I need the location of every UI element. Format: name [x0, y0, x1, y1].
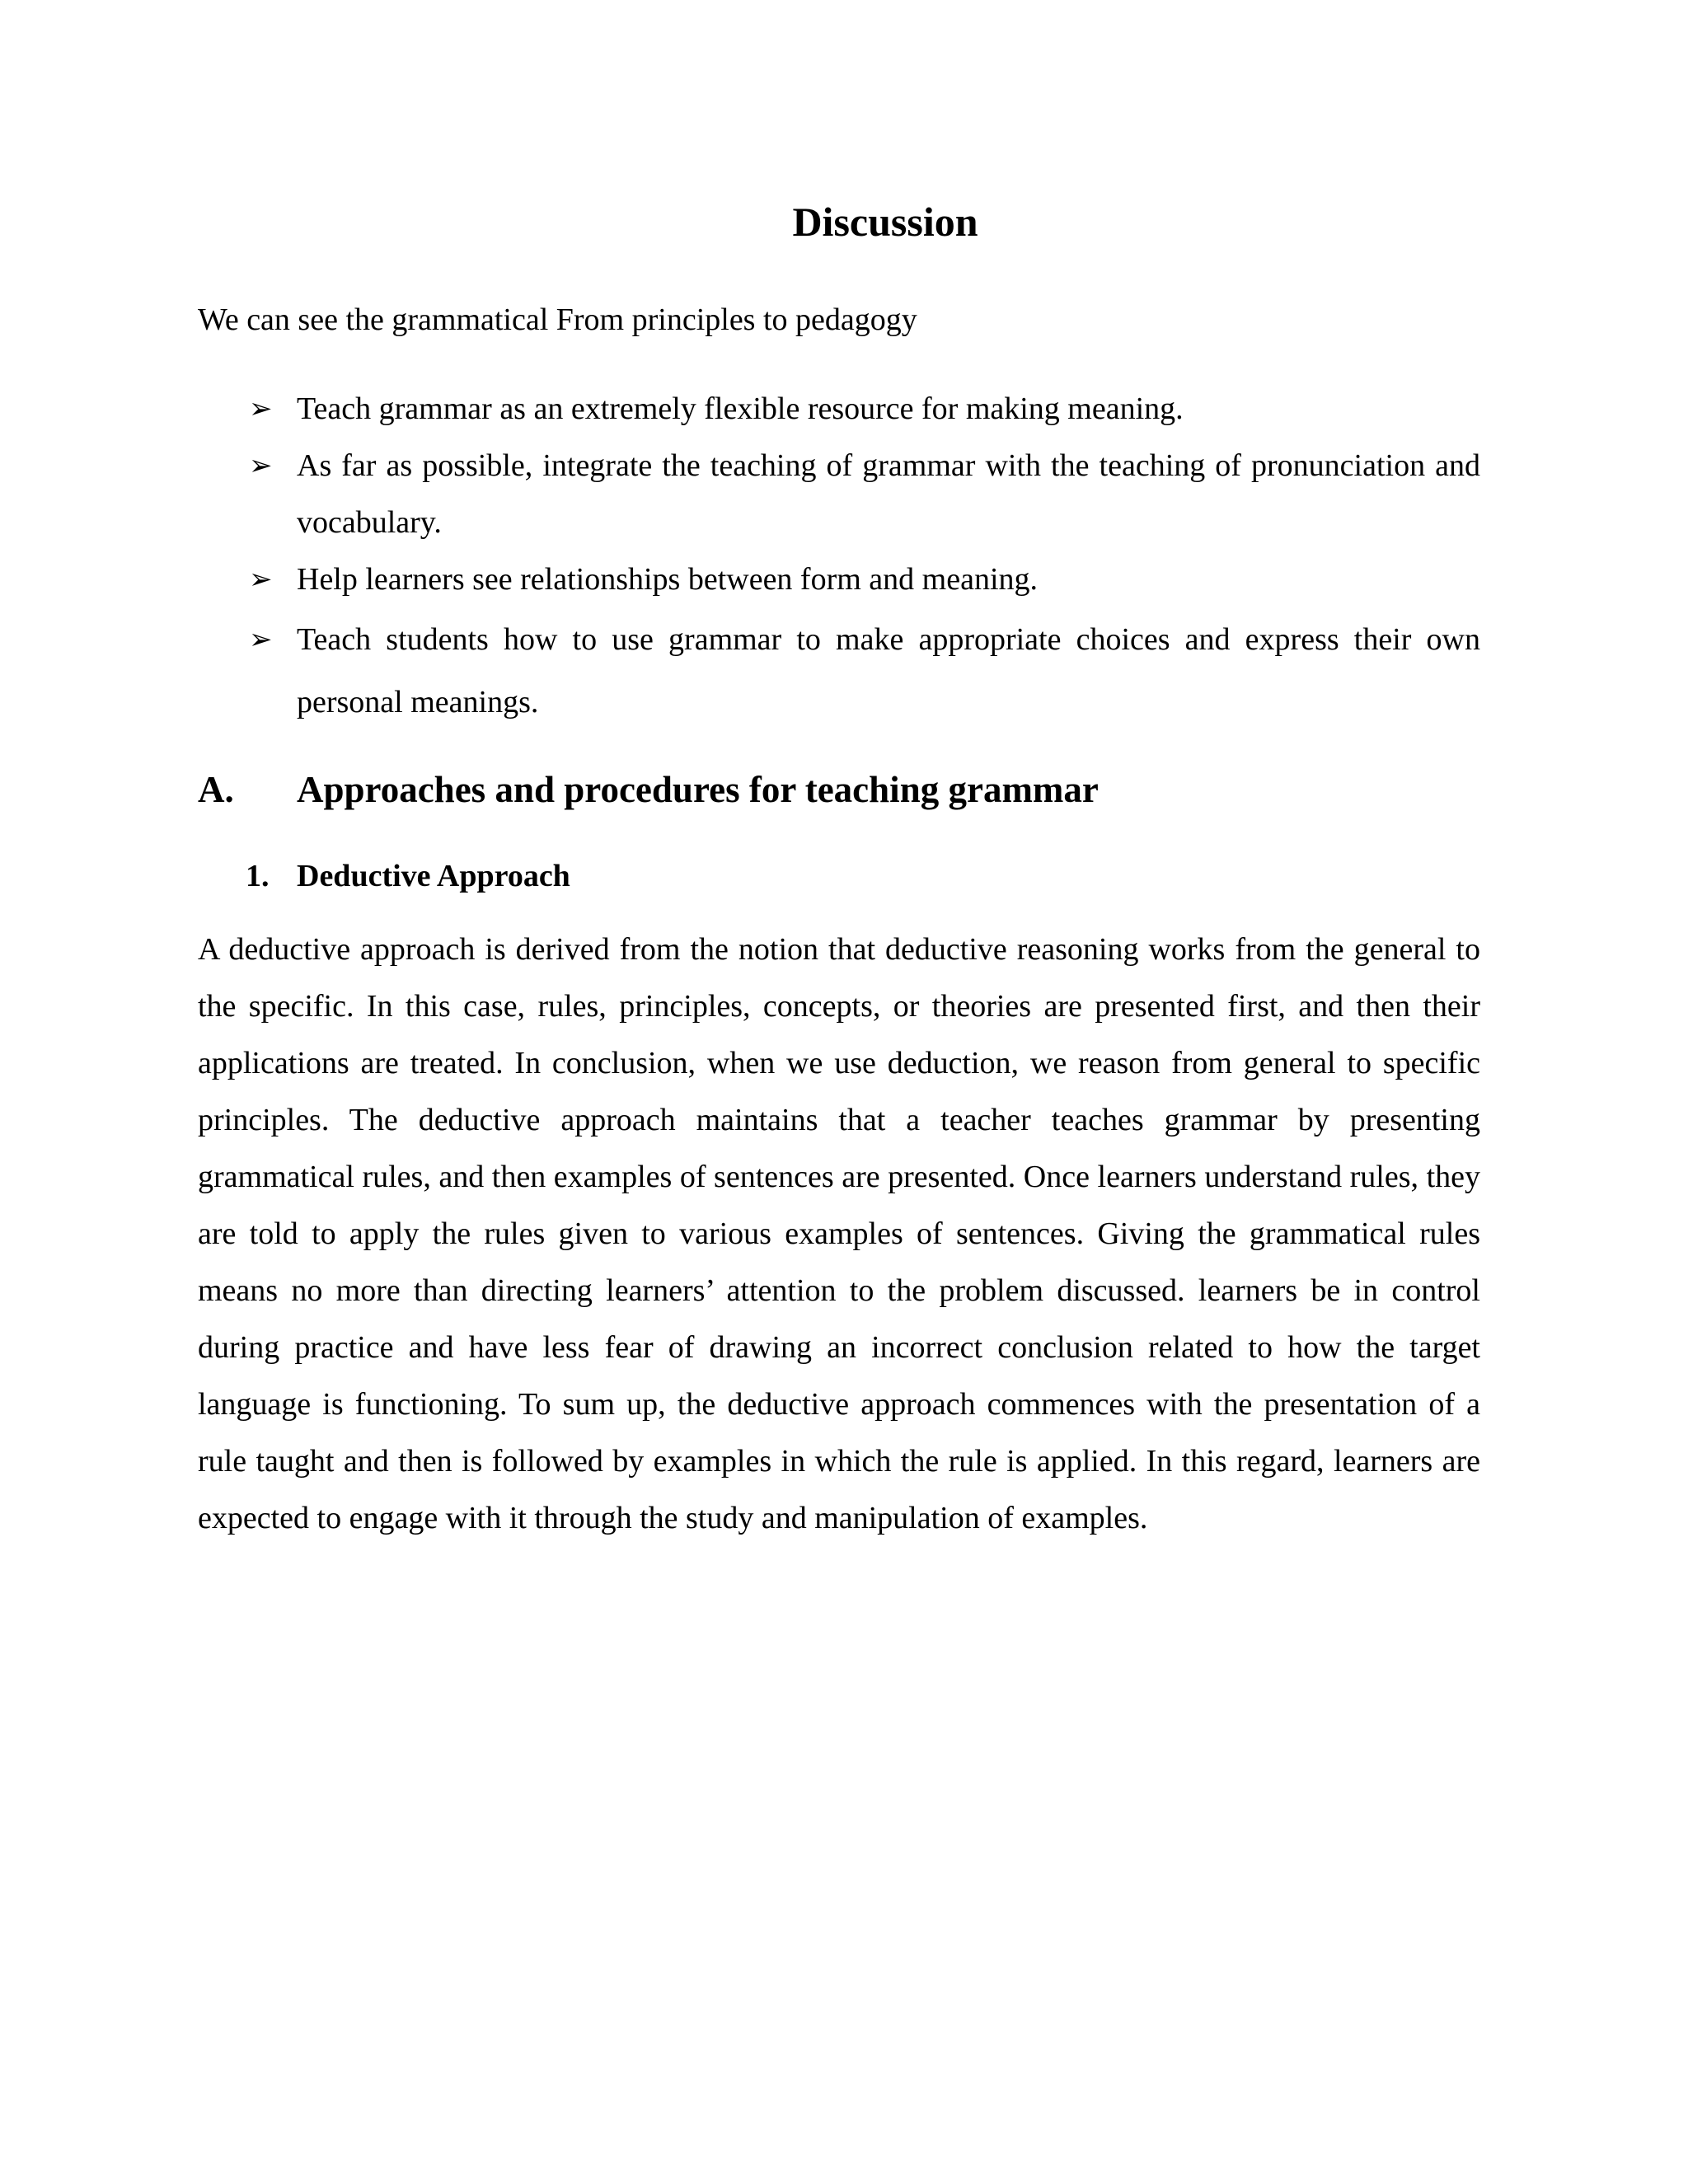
section-heading	[198, 762, 1099, 817]
list-item	[198, 551, 1480, 608]
section-heading-text: Approaches and procedures for teaching grammar	[297, 769, 1099, 810]
intro-line: We can see the grammatical From principles to pedagogy	[198, 302, 917, 337]
body-paragraph: A deductive approach is derived from the notion that deductive reasoning works from the general to the specific. In this case, rules, principles, concepts, or theories are presented first, and then their applications are treated. In conclusion, when we use deduction, we reason from general to specific principles. The deductive approach maintains that a teacher teaches grammar by presenting grammatical rules, and then examples of sentences are presented. Once learners understand rules, they are told to apply the rules given to various examples of sentences. Giving the grammatical rules means no more than directing learners’ attention to the problem discussed. learners be in control during practice and have less fear of drawing an incorrect conclusion related to how the target language is functioning. To sum up, the deductive approach commences with the presentation of a rule taught and then is followed by examples in which the rule is applied. In this regard, learners are expected to engage with it through the study and manipulation of examples.	[198, 932, 1480, 1535]
list-item-text: Teach students how to use grammar to make appropriate choices and express their own personal meanings.	[297, 622, 1480, 719]
subsection-heading	[246, 853, 570, 899]
list-item	[198, 381, 1480, 438]
list-item-text: As far as possible, integrate the teaching of grammar with the teaching of pronunciation and vocabulary.	[297, 448, 1480, 540]
subsection-number: 1.	[246, 859, 270, 893]
arrow-bullet-icon: ➢	[249, 563, 273, 596]
list-item-text: Teach grammar as an extremely flexible resource for making meaning.	[297, 391, 1184, 426]
list-item	[198, 608, 1480, 733]
list-item-text: Help learners see relationships between form and meaning.	[297, 562, 1039, 597]
arrow-bullet-icon: ➢	[249, 392, 273, 425]
subsection-heading-text: Deductive Approach	[297, 859, 570, 893]
principles-list	[198, 381, 1480, 733]
section-letter: A.	[198, 769, 234, 810]
list-item	[198, 438, 1480, 551]
page-title: Discussion	[792, 199, 978, 245]
arrow-bullet-icon: ➢	[249, 623, 273, 656]
arrow-bullet-icon: ➢	[249, 449, 273, 482]
